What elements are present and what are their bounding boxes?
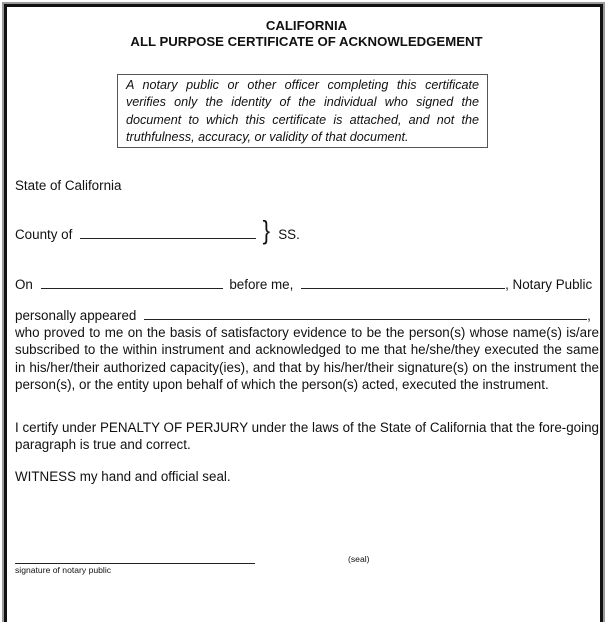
county-field[interactable] <box>80 226 256 239</box>
on-label: On <box>15 277 33 292</box>
signature-line[interactable] <box>15 563 255 564</box>
before-me-label: before me, <box>229 277 294 292</box>
notary-public-label: , Notary Public <box>505 277 593 292</box>
notary-name-field[interactable] <box>301 276 505 289</box>
proof-paragraph: who proved to me on the basis of satisfactory evidence to be the person(s) whose name(s) is/are subscribed to the within instrument and acknowledged to me that he/she/they executed the same in his/her/their authorized capacity(ies), and that by his/her/their signature(s) on the instrument the person(s), or the entity upon behalf of which the person(s) acted, executed the instrument. <box>15 325 599 392</box>
personally-appeared-row <box>15 307 591 324</box>
certificate-title: ALL PURPOSE CERTIFICATE OF ACKNOWLEDGEMENT <box>130 34 483 49</box>
ss-label: SS. <box>278 227 300 242</box>
notary-disclaimer-box <box>117 74 488 148</box>
county-row <box>15 215 300 245</box>
certificate-page <box>4 4 603 622</box>
witness-line: WITNESS my hand and official seal. <box>15 469 231 484</box>
brace-glyph: } <box>262 215 270 245</box>
perjury-paragraph: I certify under PENALTY OF PERJURY under the laws of the State of California that the fore-going paragraph is true and correct. <box>15 420 599 453</box>
personally-appeared-label: personally appeared <box>15 308 137 323</box>
state-label: State of California <box>15 178 122 193</box>
trailing-comma: , <box>587 308 591 323</box>
county-label: County of <box>15 227 73 242</box>
on-date-row <box>15 276 592 293</box>
seal-label: (seal) <box>348 554 370 564</box>
signer-name-field[interactable] <box>144 307 587 320</box>
certificate-state-title: CALIFORNIA <box>265 18 348 33</box>
signature-caption: signature of notary public <box>15 565 112 575</box>
notary-disclaimer-text: A notary public or other officer completing this certificate verifies only the identity of the individual who signed the document to which this certificate is attached, and not the truthfulness, accuracy, or validity of that document. <box>126 78 479 144</box>
document-frame <box>2 2 605 622</box>
date-field[interactable] <box>41 276 223 289</box>
